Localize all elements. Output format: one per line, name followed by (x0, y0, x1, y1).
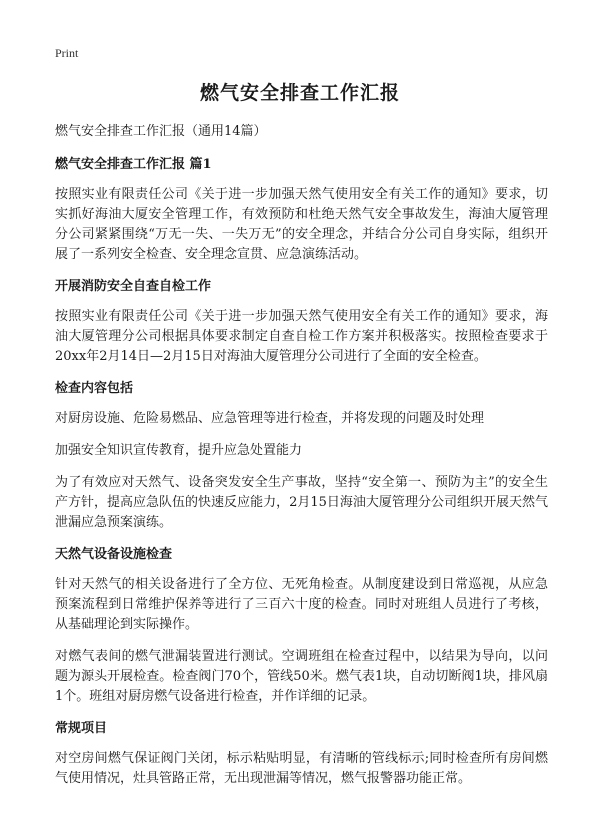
document-body (55, 122, 548, 801)
section-heading: 天然气设备设施检查 (55, 547, 173, 562)
section-heading: 常规项目 (55, 721, 108, 736)
paragraph: 为了有效应对天然气、设备突发安全生产事故，坚持“安全第一、预防为主”的安全生产方针，提高应急队伍的快速反应能力，2月15日海油大厦管理分公司组织开展天然气泄漏应急预案演练。 (55, 475, 548, 530)
document-subtitle: 燃气安全排查工作汇报（通用14篇） (55, 124, 267, 139)
section-heading: 燃气安全排查工作汇报 篇1 (55, 157, 212, 172)
paragraph: 按照实业有限责任公司《关于进一步加强天然气使用安全有关工作的通知》要求，切实抓好海油大厦安全管理工作，有效预防和杜绝天然气安全事故发生，海油大厦管理分公司紧紧围绕“万无一失、一失万无”的安全理念，并结合分公司自身实际，组织开展了一系列安全检查、安全理念宣贯、应急演练活动。 (55, 187, 548, 262)
paragraph: 针对天然气的相关设备进行了全方位、无死角检查。从制度建设到日常巡视，从应急预案流程到日常维护保养等进行了三百六十度的检查。同时对班组人员进行了考核，从基础理论到实际操作。 (55, 577, 548, 632)
paragraph: 对燃气表间的燃气泄漏装置进行测试。空调班组在检查过程中，以结果为导向，以问题为源头开展检查。检查阀门70个，管线50米。燃气表1块，自动切断阀1块，排风扇1个。班组对厨房燃气设备进行检查，并作详细的记录。 (55, 649, 548, 704)
paragraph: 加强安全知识宣传教育，提升应急处置能力 (55, 443, 303, 458)
paragraph: 按照实业有限责任公司《关于进一步加强天然气使用安全有关工作的通知》要求，海油大厦管理分公司根据具体要求制定自查自检工作方案并积极落实。按照检查要求于20xx年2月14日—2月15日对海油大厦管理分公司进行了全面的安全检查。 (55, 309, 548, 364)
paragraph: 对空房间燃气保证阀门关闭，标示粘贴明显，有清晰的管线标示;同时检查所有房间燃气使用情况，灶具管路正常，无出现泄漏等情况，燃气报警器功能正常。 (55, 751, 548, 786)
print-label[interactable]: Print (55, 46, 79, 60)
section-heading: 开展消防安全自查自检工作 (55, 279, 212, 294)
document-title: 燃气安全排查工作汇报 (199, 82, 400, 104)
paragraph: 对厨房设施、危险易燃品、应急管理等进行检查，并将发现的问题及时处理 (55, 411, 485, 426)
section-heading: 检查内容包括 (55, 381, 134, 396)
